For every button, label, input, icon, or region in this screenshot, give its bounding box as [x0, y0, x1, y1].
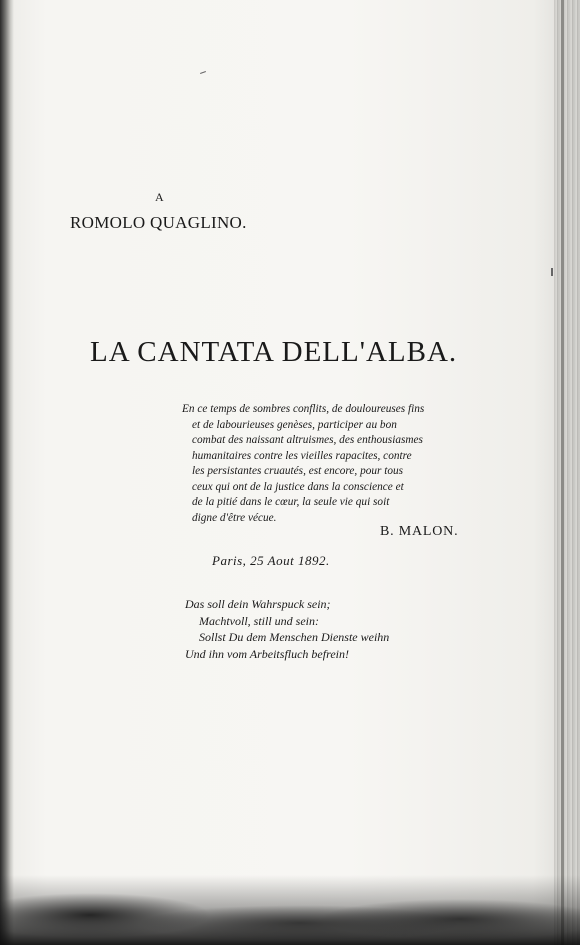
verse — [185, 596, 389, 662]
epigraph — [182, 402, 472, 526]
dedication-prefix: A — [155, 190, 165, 204]
page-edge-line — [561, 0, 564, 945]
scan-shadow — [0, 875, 580, 945]
epigraph-line: et de labourieuses genèses, participer au bon — [192, 418, 397, 431]
epigraph-author: B. MALON. — [380, 524, 459, 539]
verse-line: Das soll dein Wahrspuck sein; — [185, 597, 331, 611]
dateline: Paris, 25 Aout 1892. — [212, 553, 330, 568]
epigraph-line: les persistantes cruautés, est encore, pour tous — [192, 465, 404, 477]
verse-line: Sollst Du dem Menschen Dienste weihn — [199, 630, 390, 644]
ink-speck — [200, 71, 206, 74]
binding-shadow — [0, 0, 14, 945]
page-title: LA CANTATA DELL'ALBA. — [90, 336, 458, 368]
epigraph-line: ceux qui ont de la justice dans la conscience et — [192, 480, 404, 493]
verse-line: Und ihn vom Arbeitsfluch befrein! — [185, 646, 349, 661]
dedication-name: ROMOLO QUAGLINO. — [70, 213, 247, 232]
epigraph-line: combat des naissant altruismes, des enthousiasmes — [192, 434, 423, 446]
epigraph-line: humanitaires contre les vieilles rapacites, contre — [192, 449, 412, 462]
epigraph-line: de la pitié dans le cœur, la seule vie qui soit — [192, 496, 390, 508]
epigraph-line: digne d'être vécue. — [192, 511, 277, 524]
verse-line: Machtvoll, still und sein: — [199, 613, 319, 628]
page-edge-stack — [554, 0, 580, 945]
epigraph-line: En ce temps de sombres conflits, de douloureuses fins — [182, 403, 425, 415]
ink-speck — [551, 268, 553, 276]
